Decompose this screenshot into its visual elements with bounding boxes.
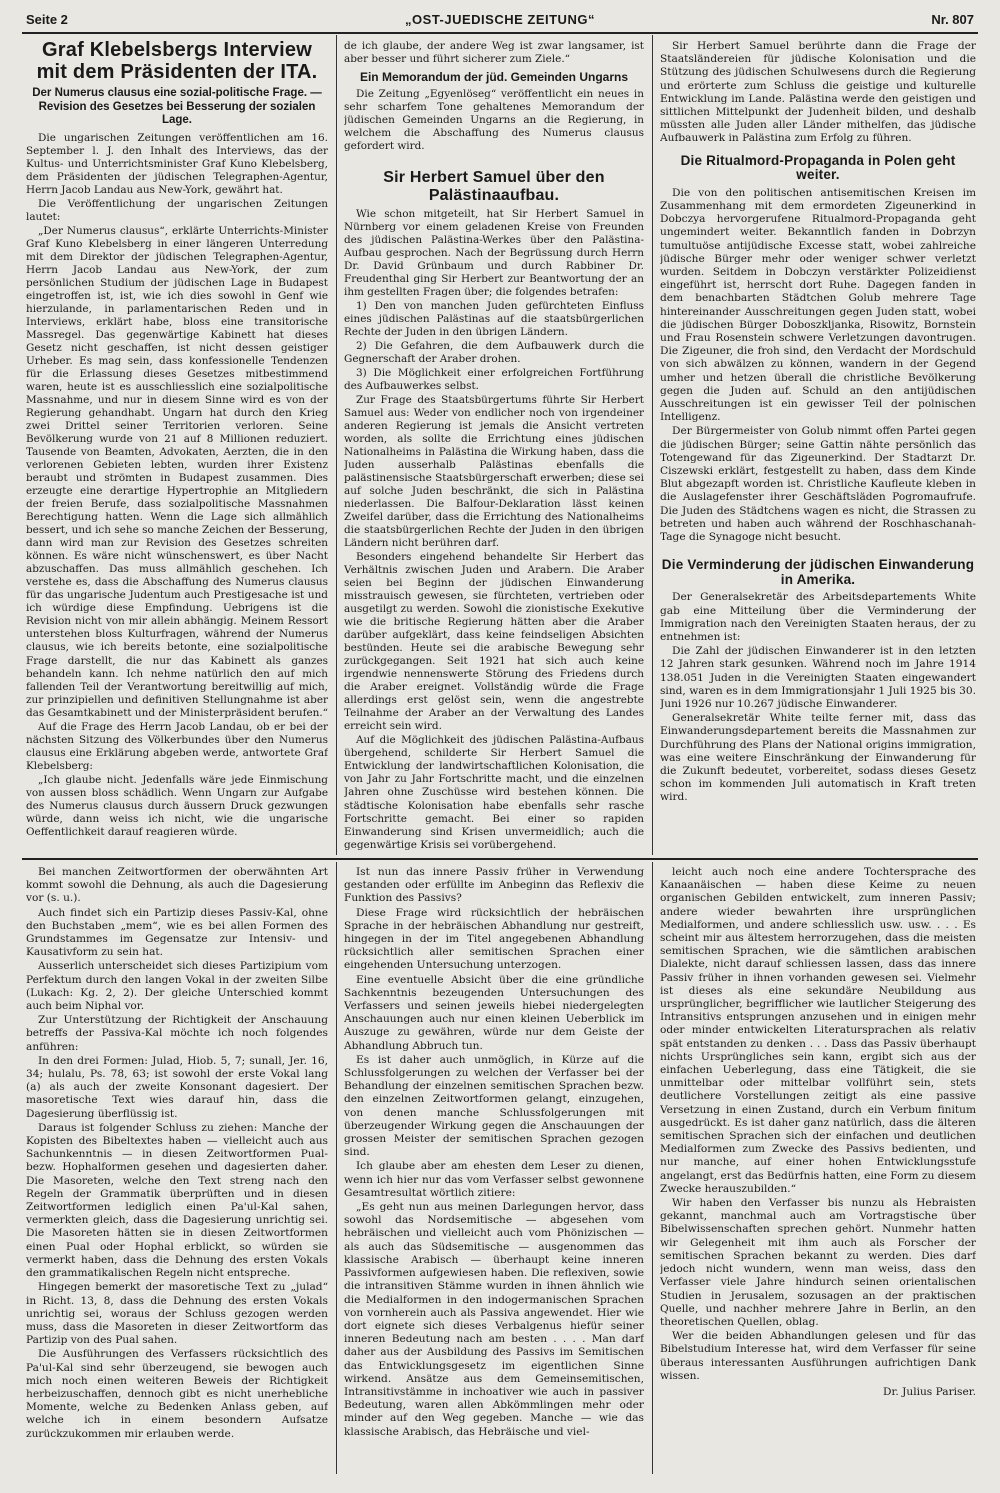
paragraph: Die von den politischen antisemitischen Kreisen im Zusammenhang mit dem ermordeten Zigeunerkind in Dobczya hervorgerufene Ritualmord-Propaganda geht ungemindert weiter. Bekanntlich fanden in Dobrzyn tumultuöse antijüdische Excesse statt, wobei zahlreiche jüdische Bürger mehr oder weniger schwer verletzt wurden. Seitdem in Dobczyn verstärkter Polizeidienst eingeführt ist, herrscht dort Ruhe. Dagegen fanden in dem benachbarten Städtchen Golub mehrere Tage hintereinander Ausschreitungen gegen Juden statt, wobei die jüdischen Bürger Doboszkljanka, Risowitz, Bornstein und Frau Rosenstein schwere Verletzungen davontrugen. Die Zigeuner, die froh sind, den Verdacht der Mordschuld von sich abwälzen zu können, wandern in der Gegend umher und hetzen überall die christliche Bevölkerung gegen die Juden auf. Schuld an den antijüdischen Ausschreitungen ist ein gewisser Teil der polnischen Intelligenz.	[660, 186, 976, 424]
continued-paragraph: de ich glaube, der andere Weg ist zwar langsamer, ist aber besser und führt sicherer zum Ziele.“	[344, 40, 644, 66]
headline-ritualmord: Die Ritualmord-Propaganda in Polen geht weiter.	[680, 152, 956, 183]
paragraph: Die ungarischen Zeitungen veröffentlichen am 16. September l. J. den Inhalt des Interviews, das der Kultus- und Unterrichtsminister Graf Kuno Klebelsberg, dem Präsidenten der jüdischen Telegraphen-Agentur, Herrn Jacob Landau aus New-York, gewährt hat.	[26, 131, 328, 196]
paragraph: Bei manchen Zeitwortformen der oberwähnten Art kommt sowohl die Dehnung, als auch die Dagesierung vor (s. u.).	[26, 866, 328, 905]
paragraph: leicht auch noch eine andere Tochtersprache des Kanaanäischen — haben diese Keime zu neuen organischen Gebilden entwickelt, zum inneren Passiv; andere wieder bewahrten ihre ursprünglichen Medialformen, und andere schliesslich usw. usw. . . . Es scheint mir aus ältestem herrorzugehen, dass die meisten semitischen Sprachen, wie die sämtlichen arabischen Dialekte, nicht darauf schliessen lassen, dass das innere Passiv früher in ihnen vorhanden gewesen sei. Vielmehr ist dieses als eine sekundäre Neubildung aus ursprünglicher, begrifflicher wie lautlicher Steigerung des Intransitivs entsprungen anzusehen und in einigen mehr oder minder entwickelten Literatursprachen als relativ spät entstanden zu denken . . . Dass das Passiv überhaupt nichts Ursprüngliches sein kann, ergibt sich aus der einfachen Ueberlegung, dass eine Tätigkeit, die sie unmittelbar oder mittelbar vollführt sein, stets deutlichere Vorstellungen zeitigt als eine passive Versetzung in einen Zustand, durch ein Verbum finitum ausgedrückt. Es ist daher ganz natürlich, dass die älteren semitischen Sprachen sich der einfachen und deutlichen Medialformen zum Zwecke des Passivs bedienten, und nur manche, auf einer hohen Entwicklungsstufe angelangt, erst das Bedürfnis hatten, eine Form zu diesem Zwecke herauszubilden.“	[660, 866, 976, 1195]
article-klebelsberg	[26, 40, 328, 855]
page-header	[22, 10, 978, 32]
paragraph: Wir haben den Verfasser bis nunzu als Hebraisten gekannt, manchmal auch am Vortragstische über Bibelwissenschaften sprechen gehört. Nunmehr hatten wir Gelegenheit mit ihm auch als Forscher der semitischen Sprachen bekannt zu werden. Dies darf jedoch nicht wundern, wenn man weiss, dass den Verfasser viele Jahre hindurch seinen orientalischen Studien in Jerusalem, sozusagen an der praktischen Quelle, und nachher mehrere Jahre in Berlin, an den theoretischen Quellen, oblag.	[660, 1197, 976, 1328]
article-body	[344, 866, 644, 1439]
paragraph: Der Bürgermeister von Golub nimmt offen Partei gegen die jüdischen Bürger; seine Gattin nähte persönlich das Totengewand für das Zigeunerkind. Der Stadtarzt Dr. Ciszewski erklärt, festgestellt zu haben, dass dem Kinde Blut abgezapft worden ist. Christliche Kaufleute kleben in die Auslagefenster ihrer Geschäftsläden Pogromaufrufe. Die Juden des Städtchens wagen es nicht, die Strassen zu betreten und haben auch während der Roschhaschanah-Tage die Synagoge nicht besucht.	[660, 425, 976, 544]
article-body	[660, 187, 976, 544]
paragraph: Hingegen bemerkt der masoretische Text zu „julad“ in Richt. 13, 8, dass die Dehnung des ersten Vokals unrichtig sei, woraus der Schluss gezogen werden muss, dass die Masoreten in dieser Zeitwortform das Partizip von des Pual sahen.	[26, 1281, 328, 1347]
paragraph: Die Zahl der jüdischen Einwanderer ist in den letzten 12 Jahren stark gesunken. Während noch im Jahre 1914 138.051 Juden in die Vereinigten Staaten eingewandert sind, waren es in dem Immigrationsjahr 1 Juli 1925 bis 30. Juni 1926 nur 10.267 jüdische Einwanderer.	[660, 645, 976, 711]
paragraph: Der Generalsekretär des Arbeitsdepartements White gab eine Mitteilung über die Verminderung der Immigration nach den Vereinigten Staaten heraus, der zu entnehmen ist:	[660, 591, 976, 644]
column-divider	[652, 862, 653, 1474]
headline-klebelsberg: Graf Klebelsbergs Interview mit dem Präsidenten der ITA.	[36, 40, 318, 83]
paragraph: 3) Die Möglichkeit einer erfolgreichen Fortführung des Aufbauwerkes selbst.	[344, 366, 644, 392]
paragraph: „Ich glaube nicht. Jedenfalls wäre jede Einmischung von aussen bloss schädlich. Wenn Ungarn zur Aufgabe des Numerus clausus durch äussern Druck gezwungen würde, dann weiss ich nicht, wie die ungarische Oeffentlichkeit darauf reagieren würde.	[26, 773, 328, 838]
paragraph: 1) Den von manchen Juden gefürchteten Einfluss eines jüdischen Palästinas auf die staatsbürgerlichen Rechte der Juden in den übrigen Ländern.	[344, 299, 644, 338]
headline-immigration: Die Verminderung der jüdischen Einwanderung in Amerika.	[661, 557, 975, 587]
paragraph: Auf die Möglichkeit des jüdischen Palästina-Aufbaus übergehend, schilderte Sir Herbert Samuel die Entwicklung der landwirtschaftlichen Kolonisation, die von Jahr zu Jahr Fortschritte macht, und die einzelnen Jahren ohne Zuschüsse wird bestehen können. Die städtische Kolonisation habe ebenfalls sehr rasche Fortschritte gemacht. Bei einer so rapiden Einwanderung sind Krisen unvermeidlich; auch die gegenwärtige Krisis sei vorübergehend.	[344, 734, 644, 851]
paragraph: Ausserlich unterscheidet sich dieses Partizipium vom Perfektum durch den langen Vokal in der zweiten Silbe (Lukach: Kg. 2, 2). Der gleiche Unterschied kommt auch beim Niphal vor.	[26, 960, 328, 1013]
paragraph: Auf die Frage des Herrn Jacob Landau, ob er bei der nächsten Sitzung des Völkerbundes über den Numerus clausus eine Erklärung abgeben werde, antwortete Graf Klebelsberg:	[26, 720, 328, 772]
paragraph: Wer die beiden Abhandlungen gelesen und für das Bibelstudium Interesse hat, wird dem Verfasser für seine überaus interessanten Ausführungen aufrichtigen Dank wissen.	[660, 1330, 976, 1382]
subheadline-klebelsberg: Der Numerus clausus eine sozial-politische Frage. — Revision des Gesetzes bei Besserung der sozialen Lage.	[32, 87, 322, 127]
article-body	[660, 866, 976, 1383]
paragraph: Ich glaube aber am ehesten dem Leser zu dienen, wenn ich hier nur das vom Verfasser selbst gewonnene Gesamtresultat wörtlich zitiere:	[344, 1160, 644, 1199]
article-body	[26, 866, 328, 1441]
paragraph: Auch findet sich ein Partizip dieses Passiv-Kal, ohne den Buchstaben „mem“, wie es bei allen Formen des Grundstammes im Gegensatze zur Intensiv- und Kausativform zu sein hat.	[26, 906, 328, 959]
newspaper-title: „OST-JUEDISCHE ZEITUNG“	[405, 12, 595, 27]
paragraph: Die Veröffentlichung der ungarischen Zeitungen lautet:	[26, 197, 328, 223]
headline-memorandum: Ein Memorandum der jüd. Gemeinden Ungarns	[359, 70, 629, 85]
continued-paragraph: Sir Herbert Samuel berührte dann die Frage der Staatsländereien für jüdische Kolonisation und die Stützung des jüdischen Schulwesens durch die Regierung und erörterte zum Schluss die geistige und kulturelle Entwicklung im Lande. Palästina werde den geistigen und sittlichen Mittelpunkt der Judenheit bilden, und deshalb müssten alle Juden aller Länder mithelfen, das jüdische Aufbauwerk in Palästina zum Erfolg zu führen.	[660, 40, 976, 145]
author-signature: Dr. Julius Pariser.	[883, 1385, 976, 1398]
header-rule	[22, 32, 978, 34]
paragraph: Eine eventuelle Absicht über die eine gründliche Sachkenntnis bezeugenden Untersuchungen des Verfassers und seinen jeweils hiebei niedergelegten Anschauungen auch nur einen kleinen Ueberblick im Auszuge zu gewähren, würde nur dem Geiste der Abhandlung Abbruch tun.	[344, 973, 644, 1052]
paragraph: Generalsekretär White teilte ferner mit, dass das Einwanderungsdepartement bereits die Massnahmen zur Durchführung des Plans der National origins immigration, was eine weitere Einschränkung der Einwanderung für die Zukunft bedeutet, vorbereitet, sodass dieses Gesetz schon im kommenden Juli automatisch in Kraft treten wird.	[660, 712, 976, 804]
paragraph: 2) Die Gefahren, die dem Aufbauwerk durch die Gegnerschaft der Araber drohen.	[344, 339, 644, 365]
review-column-1	[26, 866, 328, 1474]
review-column-3	[660, 866, 976, 1474]
paragraph: Zur Frage des Staatsbürgertums führte Sir Herbert Samuel aus: Weder von endlicher noch von irgendeiner anderen Regierung ist jemals die Ansicht vertreten worden, als sollte die Errichtung eines jüdischen Nationalheims in Palästina die Wirkung haben, dass die Juden ausserhalb Palästinas ebenfalls die palästinensische Staatsbürgerschaft erwerben; diese sei auf solche Juden beschränkt, die sich in Palästina niederlassen. Die Balfour-Deklaration lässt keinen Zweifel darüber, dass die Errichtung des Nationalheims die staatsbürgerlichen Rechte der Juden in den übrigen Ländern nicht berühren darf.	[344, 394, 644, 550]
section-divider	[22, 858, 978, 860]
paragraph: Daraus ist folgender Schluss zu ziehen: Manche der Kopisten des Bibeltextes haben — vielleicht auch aus Sachunkenntnis — in diesen Zeitwortformen Pual- bezw. Hophalformen gesehen und dagesierten daher. Die Masoreten, welche den Text streng nach den Regeln der Grammatik überprüften und in diesen Zeitwortformen lediglich einen Pa'ul-Kal sahen, vermerkten gleich, dass die Dagesierung unrichtig sei. Die Masoreten hätten sie in diesen Zeitwortformen einen Pual oder Hophal erblickt, so würden sie vermerkt haben, dass die Dehnung des ersten Vokals den grammatikalischen Regeln nicht entspreche.	[26, 1121, 328, 1280]
paragraph: Diese Frage wird rücksichtlich der hebräischen Sprache in der hebräischen Abhandlung nur gestreift, hingegen in der im Titel angegebenen Abhandlung rücksichtlich aller semitischen Sprachen einer eingehenden Untersuchung unterzogen.	[344, 906, 644, 972]
page-number: Seite 2	[26, 12, 68, 27]
column-divider	[336, 35, 337, 855]
review-column-2	[344, 866, 644, 1474]
column-divider	[336, 862, 337, 1474]
paragraph: Zur Unterstützung der Richtigkeit der Anschauung betreffs der Passiva-Kal möchte ich noch folgendes anführen:	[26, 1014, 328, 1053]
paragraph: Besonders eingehend behandelte Sir Herbert das Verhältnis zwischen Juden und Arabern. Die Araber seien bei Beginn der jüdischen Einwanderung misstrauisch gewesen, sie fürchteten, vertrieben oder ausgetilgt zu werden. Sowohl die zionistische Exekutive wie die britische Regierung hätten aber die Araber darüber aufgeklärt, dass keine feindseligen Absichten bestünden. Heute sei die arabische Bewegung sehr zurückgegangen. Seit 1921 hat sich auch keine irgendwie nennenswerte Störung des Friedens durch die Araber ereignet. Vollständig würde die Frage allerdings erst gelöst sein, wenn die angestrebte Teilnahme der Araber an der Verwaltung des Landes erreicht sein wird.	[344, 551, 644, 733]
article-body	[26, 132, 328, 839]
paragraph: „Es geht nun aus meinen Darlegungen hervor, dass sowohl das Nordsemitische — abgesehen vom hebräischen und vielleicht auch vom Phönizischen — als auch das Südsemitische — ausgenommen das klassische Arabisch — überhaupt keine inneren Passivformen aufgewiesen haben. Die reflexiven, sowie die intransitiven Stämme wurden in ihnen ähnlich wie die Medialformen in den indogermanischen Sprachen von vornherein auch als Passiva angewendet. Hier wie dort eignete sich dieses Verbalgenus hiefür seiner inneren Bedeutung nach am besten . . . . Man darf daher aus der Ausbildung des Passivs im Semitischen das Entwicklungsgesetz im eigentlichen Sinne wirkend. Ansätze aus dem Gemeinsemitischen, Intransitivstämme in inchoativer wie auch in passiver Bedeutung, waren allen Abkömmlingen mehr oder minder auf den Weg gegeben. Manche — wie das klassische Arabisch, das Hebräische und viel-	[344, 1201, 644, 1438]
issue-number: Nr. 807	[931, 12, 974, 27]
paragraph: Es ist daher auch unmöglich, in Kürze auf die Schlussfolgerungen zu welchen der Verfasser bei der Behandlung der einzelnen semitischen Sprachen bezw. den einzelnen Zeitwortformen gelangt, einzugehen, von denen manche Schlussfolgerungen mit überzeugender Wirkung gegen die Anschauungen der grossen Meister der semitischen Sprachen gezogen sind.	[344, 1053, 644, 1159]
paragraph: „Der Numerus clausus“, erklärte Unterrichts-Minister Graf Kuno Klebelsberg in einer längeren Unterredung mit dem Direktor der jüdischen Telegraphen-Agentur, Herrn Jacob Landau aus New-York, der zum persönlichen Studium der jüdischen Lage in Budapest eingetroffen ist, ist, wie ich dies sowohl in Genf wie hierzulande, in parlamentarischen Reden und in Interviews, erklärt habe, bloss eine transitorische Massregel. Das gegenwärtige Kabinett hat dieses Gesetz nicht geschaffen, ist nicht dessen geistiger Urheber. Es mag sein, dass konfessionelle Tendenzen für die Erlassung dieses Gesetzes mitbestimmend waren, heute ist es ausschliesslich eine sozialpolitische Massnahme, und nur in diesem Sinne wird es von der Regierung gehandhabt. Ungarn hat durch den Krieg zwei Drittel seiner Territorien verloren. Seine Bevölkerung wurde von 21 auf 8 Millionen reduziert. Tausende von Beamten, Advokaten, Aerzten, die in den verlorenen Gebieten lebten, wurden ihrer Existenz beraubt und strömten in Budapest zusammen. Dies erzeugte eine derartige Hypertrophie an Mitgliedern der freien Berufe, dass sozialpolitische Massnahmen Berechtigung hatten. Wenn die Lage sich allmählich bessert, und ich sehe so manche Zeichen der Besserung, dann wird man zur Revision des Gesetzes schreiten können. Es wäre nicht wünschenswert, es über Nacht abzuschaffen. Das muss allmählich geschehen. Ich verstehe es, dass die Abschaffung des Numerus clausus für das ungarische Judentum auch Prestigesache ist und ich würdige diese Empfindung. Uebrigens ist die Revision nicht von mir allein abhängig. Meinem Ressort unterstehen bloss Kulturfragen, während der Numerus clausus, wie ich bereits betonte, eine sozialpolitische Frage darstellt, die nur das Kabinett als ganzes behandeln kann. Ich nehme natürlich den auf mich fallenden Teil der Verantwortung bereitwillig auf mich, zur prinzipiellen und definitiven Stellungnahme ist aber das Gesamtkabinett und der Ministerpräsident berufen.“	[26, 224, 328, 719]
paragraph: In den drei Formen: Julad, Hiob. 5, 7; sunall, Jer. 16, 34; hulalu, Ps. 78, 63; ist sowohl der erste Vokal lang (a) als auch der zweite Konsonant dagesiert. Der masoretische Text wies darauf hin, dass die Dagesierung überflüssig ist.	[26, 1054, 328, 1120]
memorandum-paragraph: Die Zeitung „Egyenlöseg“ veröffentlicht ein neues in sehr scharfem Tone gehaltenes Memorandum der jüdischen Gemeinden Ungarns an die Regierung, in welchem die Abschaffung des Numerus clausus gefordert wird.	[344, 88, 644, 153]
article-body	[660, 591, 976, 804]
paragraph: Die Ausführungen des Verfassers rücksichtlich des Pa'ul-Kal sind sehr überzeugend, sie bewogen auch mich noch einen weiteren Beweis der Richtigkeit herbeizuschaffen, dennoch gibt es nicht unerhebliche Momente, welche zu Bedenken Anlass geben, auf welche ich in einem besondern Aufsatze zurückzukommen mir erlauben werde.	[26, 1348, 328, 1440]
paragraph: Ist nun das innere Passiv früher in Verwendung gestanden oder erfüllte im Anbeginn das Reflexiv die Funktion des Passivs?	[344, 866, 644, 905]
article-body	[344, 208, 644, 852]
column-right	[660, 40, 976, 855]
column-middle	[344, 40, 644, 855]
paragraph: Wie schon mitgeteilt, hat Sir Herbert Samuel in Nürnberg vor einem geladenen Kreise von Freunden des jüdischen Palästina-Werkes über den Palästina-Aufbau gesprochen. Nach der Begrüssung durch Herrn Dr. David Grünbaum und durch Rabbiner Dr. Freudenthal ging Sir Herbert zur Beantwortung der an ihm gestellten Fragen über; die folgendes betrafen:	[344, 207, 644, 298]
column-divider	[652, 35, 653, 855]
headline-samuel: Sir Herbert Samuel über den Palästinaaufbau.	[383, 169, 605, 204]
